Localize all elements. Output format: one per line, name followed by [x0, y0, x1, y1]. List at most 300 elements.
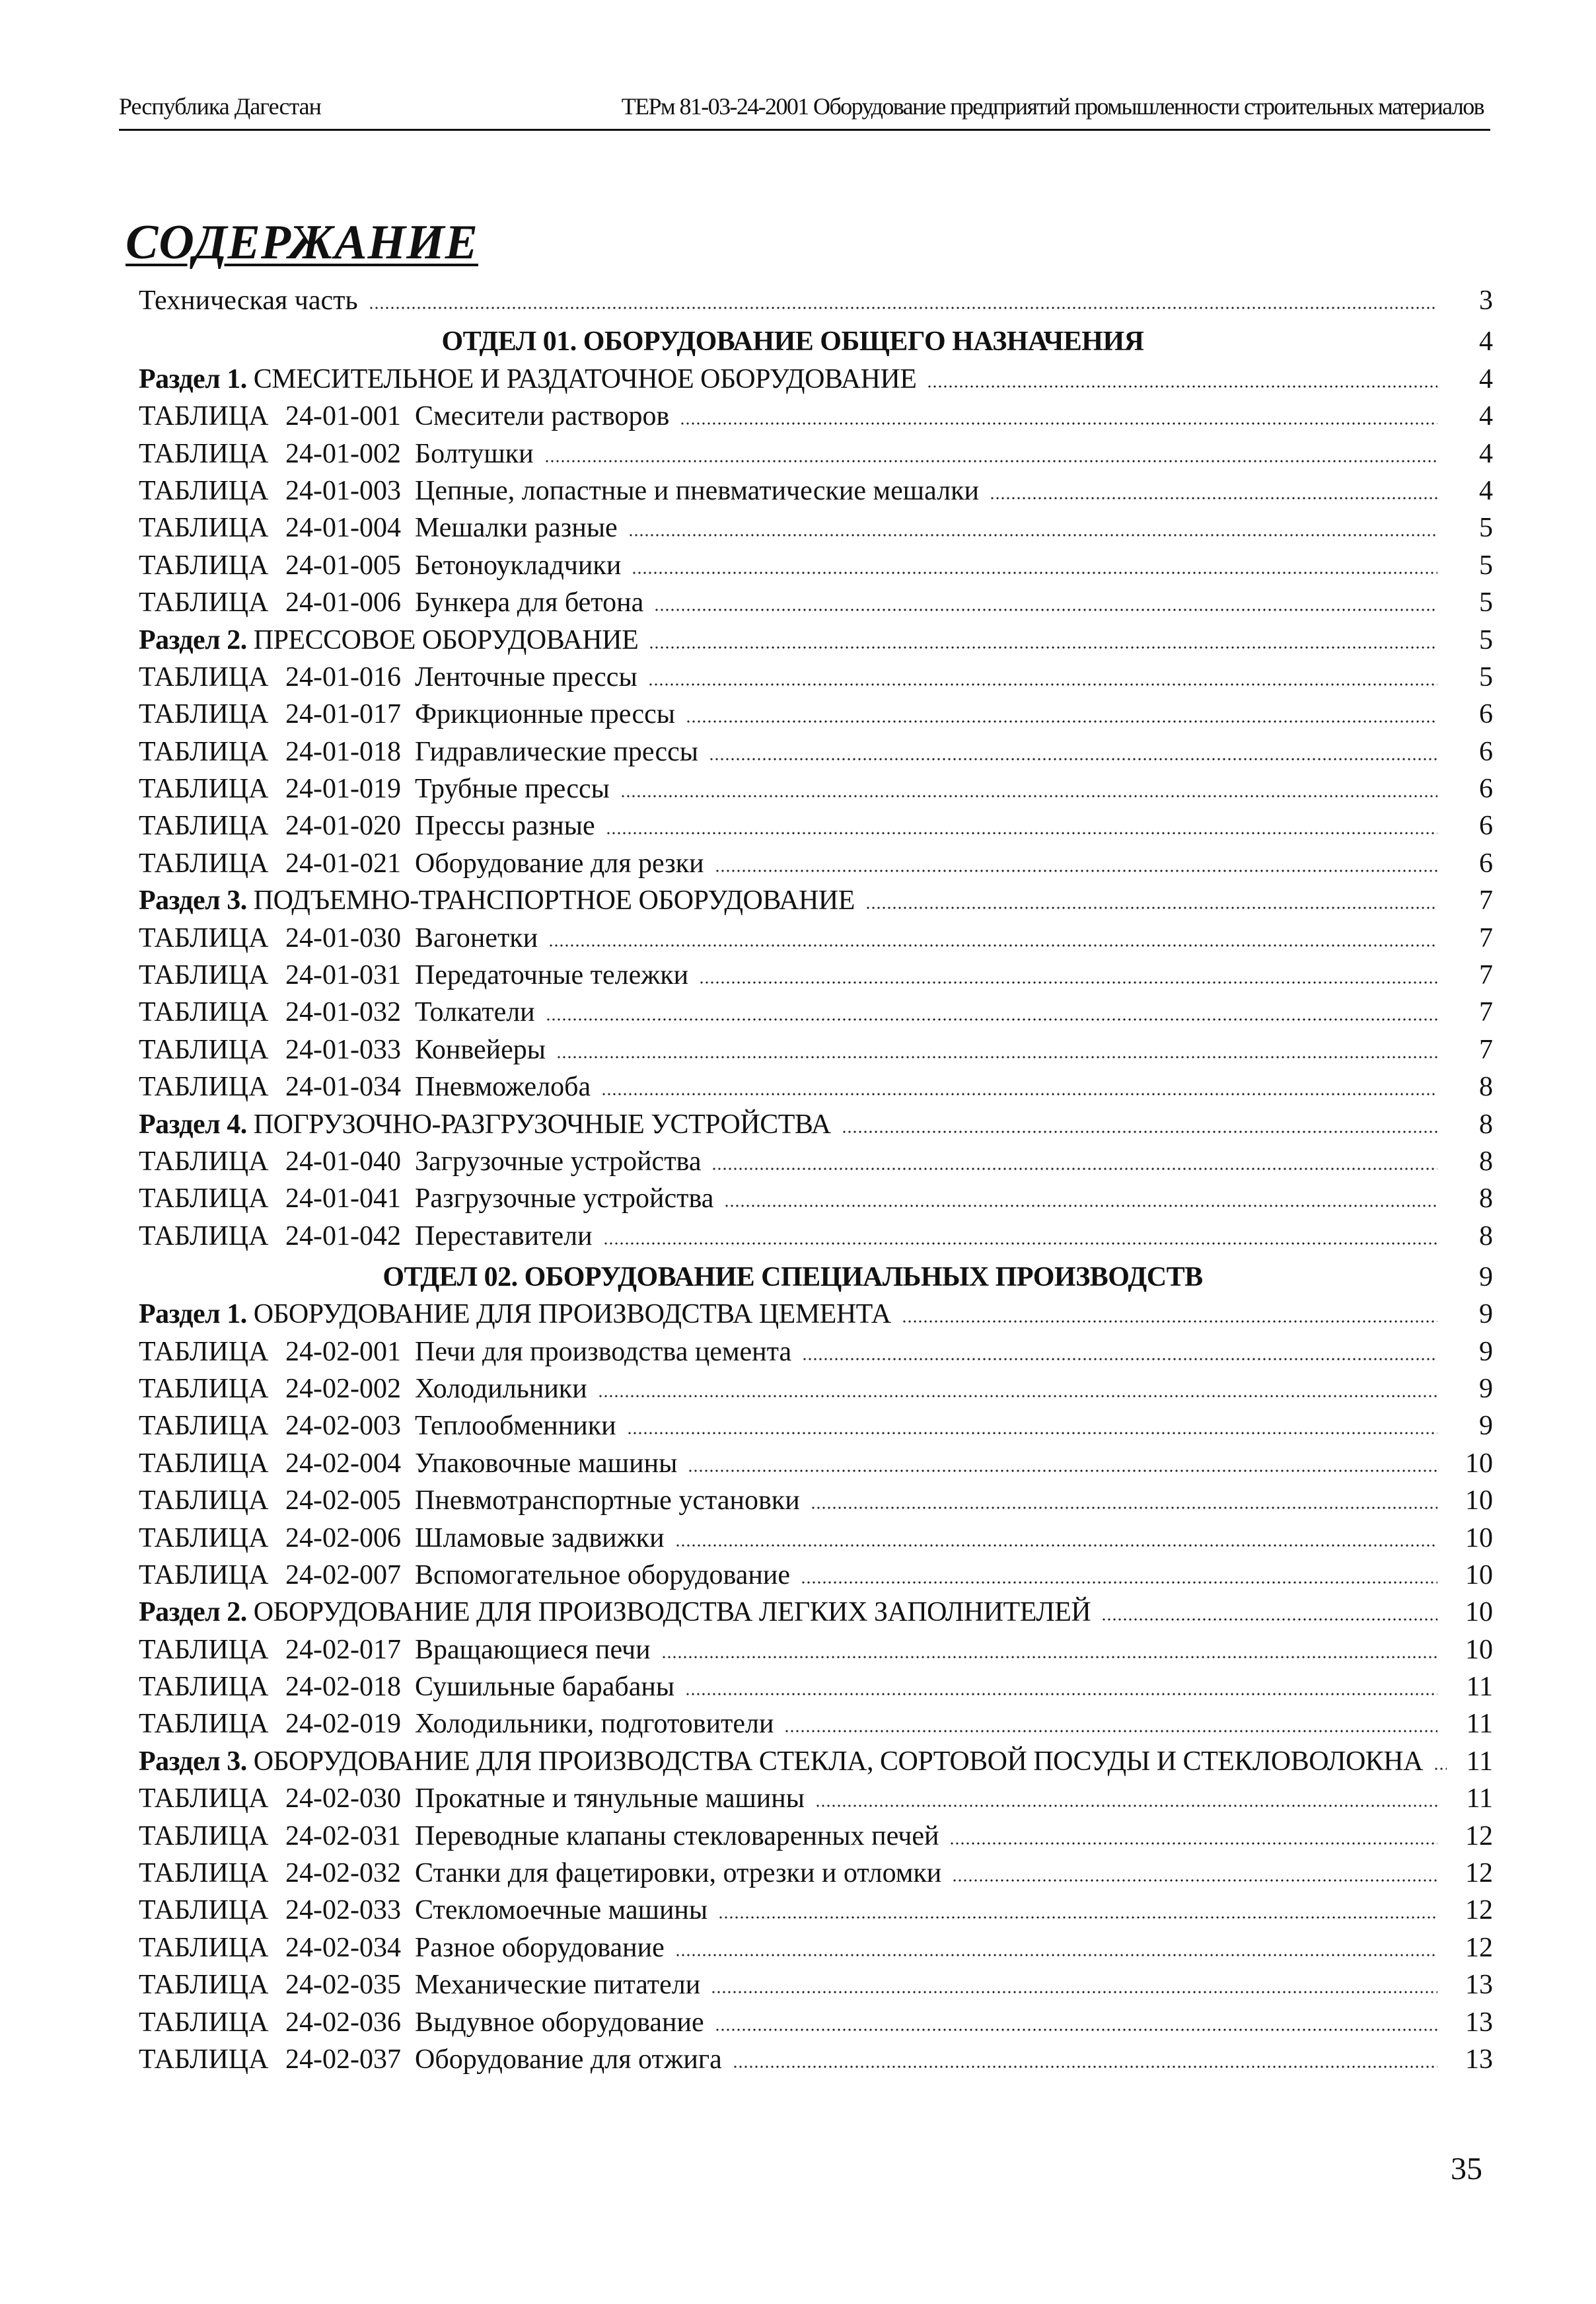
toc-entry-label: [139, 812, 595, 840]
dot-leader: [711, 1168, 1437, 1170]
table-title: Вагонетки: [415, 922, 538, 953]
table-label: ТАБЛИЦА: [139, 2044, 269, 2075]
toc-entry-label: [139, 998, 535, 1026]
dot-leader: [548, 944, 1437, 947]
table-title: Фрикционные прессы: [415, 699, 675, 730]
dot-leader: [927, 385, 1437, 388]
table-label: ТАБЛИЦА: [139, 1858, 269, 1889]
dot-leader: [801, 1581, 1437, 1584]
section-prefix: Раздел 1.: [139, 1299, 254, 1330]
toc-entry-label: [139, 1450, 677, 1477]
table-title: Конвейеры: [415, 1034, 546, 1065]
toc-page-number: 8: [1479, 1146, 1493, 1177]
toc-table-entry: [139, 1440, 1493, 1477]
dot-leader: [952, 1879, 1437, 1882]
table-title: Бетоноукладчики: [415, 550, 622, 581]
section-prefix: Раздел 3.: [139, 1746, 254, 1777]
section-prefix: Раздел 1.: [139, 363, 254, 394]
table-label: ТАБЛИЦА: [139, 1709, 269, 1740]
table-code: 24-01-002: [285, 438, 401, 469]
toc-page-number: 10: [1465, 1597, 1493, 1628]
toc-page-number: 5: [1479, 624, 1493, 655]
toc-section-entry: [139, 616, 1493, 653]
toc-entry-label: [139, 1636, 651, 1664]
toc-entry-label: [139, 1524, 665, 1552]
toc-entry-label: [139, 961, 688, 989]
page-number: 35: [1451, 2151, 1482, 2186]
table-code: 24-02-035: [285, 1970, 401, 2001]
dot-leader: [718, 1916, 1437, 1919]
toc-entry-label: [139, 1971, 700, 1999]
table-title: Смесители растворов: [415, 401, 670, 432]
table-title: Холодильники, подготовители: [415, 1709, 774, 1740]
toc-table-entry: [139, 1403, 1493, 1440]
toc-table-entry: [139, 1887, 1493, 1924]
dot-leader: [686, 720, 1437, 723]
table-title: Вращающиеся печи: [415, 1634, 651, 1665]
dot-leader: [949, 1842, 1437, 1845]
department-title: ОТДЕЛ 02. ОБОРУДОВАНИЕ СПЕЦИАЛЬНЫХ ПРОИЗВОДСТВ: [382, 1261, 1203, 1292]
table-label: ТАБЛИЦА: [139, 661, 269, 692]
toc-entry-label: [139, 1412, 616, 1440]
dot-leader: [649, 646, 1437, 649]
table-code: 24-02-033: [285, 1895, 401, 1926]
dot-leader: [685, 1693, 1437, 1695]
table-label: ТАБЛИЦА: [139, 811, 269, 842]
dot-leader: [628, 534, 1437, 537]
toc-table-entry: [139, 1175, 1493, 1212]
dot-leader: [784, 1730, 1437, 1732]
toc-page-number: 11: [1466, 1746, 1493, 1777]
dot-leader: [606, 832, 1437, 835]
table-code: 24-02-002: [285, 1373, 401, 1404]
table-title: Пневмотранспортные установки: [415, 1485, 800, 1516]
table-title: Переставители: [415, 1220, 593, 1251]
table-title: Трубные прессы: [415, 774, 610, 805]
toc-page-number: 8: [1479, 1072, 1493, 1103]
table-label: ТАБЛИЦА: [139, 1072, 269, 1103]
table-code: 24-02-018: [285, 1672, 401, 1703]
dot-leader: [811, 1506, 1437, 1509]
table-label: ТАБЛИЦА: [139, 1672, 269, 1703]
table-label: ТАБЛИЦА: [139, 1820, 269, 1851]
toc-table-entry: [139, 803, 1493, 840]
toc-page-number: 9: [1479, 1261, 1493, 1292]
toc-entry-label: [139, 552, 621, 579]
table-code: 24-01-033: [285, 1034, 401, 1065]
table-title: Гидравлические прессы: [415, 736, 699, 767]
toc-table-entry: [139, 505, 1493, 542]
toc-table-entry: [139, 2036, 1493, 2073]
table-code: 24-01-041: [285, 1183, 401, 1214]
toc-entry-label: [139, 1300, 891, 1328]
toc-page-number: 5: [1479, 550, 1493, 581]
table-title: Болтушки: [415, 438, 534, 469]
table-title: Упаковочные машины: [415, 1448, 678, 1479]
toc-entry-label: [139, 887, 855, 914]
toc-table-entry: [139, 766, 1493, 803]
dot-leader: [675, 1544, 1437, 1547]
toc-table-entry: [139, 579, 1493, 616]
toc-page-number: 9: [1479, 1336, 1493, 1367]
toc-page-number: 4: [1479, 438, 1493, 469]
table-title: Вспомогательное оборудование: [415, 1559, 790, 1590]
toc-page-number: 10: [1465, 1559, 1493, 1590]
toc-table-entry: [139, 1812, 1493, 1849]
toc-page-number: 10: [1465, 1485, 1493, 1516]
toc-page-number: 10: [1465, 1522, 1493, 1553]
toc-entry-label: [139, 589, 643, 616]
table-code: 24-01-021: [285, 848, 401, 879]
toc-page-number: 7: [1479, 922, 1493, 953]
toc-entry-label: [139, 700, 675, 728]
table-title: Станки для фацетировки, отрезки и отломки: [415, 1858, 942, 1889]
toc-entry-label: Техническая часть: [139, 285, 358, 316]
toc-page-number: 8: [1479, 1220, 1493, 1251]
table-label: ТАБЛИЦА: [139, 848, 269, 879]
toc-page-number: 13: [1465, 2007, 1493, 2038]
toc-entry-label: [139, 1222, 593, 1250]
toc-entry-label: [139, 1111, 831, 1138]
toc-entry-label: [139, 663, 637, 691]
section-prefix: Раздел 2.: [139, 624, 254, 655]
dot-leader: [661, 1656, 1437, 1658]
toc-entry-label: [139, 1073, 591, 1101]
dot-leader: [709, 758, 1437, 761]
dot-leader: [620, 795, 1437, 798]
table-label: ТАБЛИЦА: [139, 1634, 269, 1665]
table-title: Цепные, лопастные и пневматические мешалки: [415, 475, 979, 506]
toc-section-entry: [139, 1738, 1493, 1775]
table-code: 24-01-019: [285, 774, 401, 805]
section-prefix: Раздел 2.: [139, 1597, 254, 1628]
table-code: 24-02-003: [285, 1411, 401, 1442]
table-title: Разное оборудование: [415, 1932, 665, 1963]
table-label: ТАБЛИЦА: [139, 1146, 269, 1177]
table-code: 24-02-017: [285, 1634, 401, 1665]
toc-table-entry: [139, 914, 1493, 951]
toc-table-entry: [139, 1064, 1493, 1101]
toc-table-entry: [139, 1514, 1493, 1551]
table-code: 24-02-032: [285, 1858, 401, 1889]
section-title: ПРЕССОВОЕ ОБОРУДОВАНИЕ: [253, 624, 639, 655]
toc-page-number: 10: [1465, 1634, 1493, 1665]
toc-page-number: 5: [1479, 513, 1493, 544]
table-code: 24-01-017: [285, 699, 401, 730]
toc-section-entry: [139, 1291, 1493, 1328]
toc-table-entry: [139, 1026, 1493, 1063]
dot-leader: [544, 460, 1437, 463]
toc-section-entry: [139, 355, 1493, 392]
table-label: ТАБЛИЦА: [139, 550, 269, 581]
table-label: ТАБЛИЦА: [139, 1559, 269, 1590]
toc-table-entry: [139, 1477, 1493, 1514]
toc-page-number: 6: [1479, 736, 1493, 767]
toc-page-number: 13: [1465, 2044, 1493, 2075]
table-code: 24-02-004: [285, 1448, 401, 1479]
toc-page-number: 6: [1479, 848, 1493, 879]
toc-page-number: 5: [1479, 661, 1493, 692]
toc-table-entry: [139, 1962, 1493, 1999]
toc-page-number: 7: [1479, 1034, 1493, 1065]
toc-page-number: 13: [1465, 1970, 1493, 2001]
toc-entry-label: [139, 1487, 800, 1514]
toc-table-entry: [139, 1999, 1493, 2036]
dot-leader: [598, 1395, 1437, 1397]
toc-entry-label: [139, 1748, 1423, 1775]
toc-entry-label: [139, 1185, 713, 1212]
dot-leader: [990, 497, 1437, 500]
table-label: ТАБЛИЦА: [139, 997, 269, 1028]
table-code: 24-01-005: [285, 550, 401, 581]
table-label: ТАБЛИЦА: [139, 401, 269, 432]
toc-table-entry: [139, 1701, 1493, 1738]
dot-leader: [601, 1093, 1437, 1096]
toc-page-number: 10: [1465, 1448, 1493, 1479]
toc-page-number: 12: [1465, 1858, 1493, 1889]
table-label: ТАБЛИЦА: [139, 1336, 269, 1367]
table-code: 24-01-034: [285, 1072, 401, 1103]
table-code: 24-02-005: [285, 1485, 401, 1516]
dot-leader: [603, 1242, 1437, 1245]
toc-entry-label: [139, 850, 704, 877]
header-rule: [119, 129, 1490, 131]
toc-department-heading: [139, 1250, 1493, 1291]
table-code: 24-01-001: [285, 401, 401, 432]
toc-table-entry: [139, 393, 1493, 430]
toc-table-entry: [139, 1850, 1493, 1887]
table-code: 24-01-032: [285, 997, 401, 1028]
section-prefix: Раздел 3.: [139, 885, 254, 916]
section-title: СМЕСИТЕЛЬНОЕ И РАЗДАТОЧНОЕ ОБОРУДОВАНИЕ: [253, 363, 917, 394]
table-label: ТАБЛИЦА: [139, 1783, 269, 1814]
dot-leader: [1101, 1618, 1437, 1621]
table-code: 24-01-020: [285, 811, 401, 842]
table-code: 24-02-001: [285, 1336, 401, 1367]
dot-leader: [733, 2065, 1437, 2068]
toc-page-number: 7: [1479, 960, 1493, 991]
table-label: ТАБЛИЦА: [139, 1448, 269, 1479]
toc-page-number: 11: [1466, 1672, 1493, 1703]
toc-entry-label: [139, 1598, 1091, 1626]
dot-leader: [842, 1131, 1437, 1133]
dot-leader: [632, 572, 1437, 574]
table-title: Механические питатели: [415, 1970, 701, 2001]
toc-entry-label: [139, 738, 698, 766]
toc-page-number: 5: [1479, 587, 1493, 618]
dot-leader: [654, 609, 1437, 611]
table-label: ТАБЛИЦА: [139, 960, 269, 991]
table-label: ТАБЛИЦА: [139, 1485, 269, 1516]
table-label: ТАБЛИЦА: [139, 736, 269, 767]
table-code: 24-01-040: [285, 1146, 401, 1177]
toc-entry-label: [139, 477, 979, 505]
table-of-contents: [139, 278, 1493, 2073]
table-code: 24-02-019: [285, 1709, 401, 1740]
section-title: ПОДЪЕМНО-ТРАНСПОРТНОЕ ОБОРУДОВАНИЕ: [253, 885, 855, 916]
toc-page-number: 8: [1479, 1183, 1493, 1214]
table-code: 24-02-034: [285, 1932, 401, 1963]
section-title: ПОГРУЗОЧНО-РАЗГРУЗОЧНЫЕ УСТРОЙСТВА: [253, 1109, 831, 1140]
toc-entry-label: [139, 775, 610, 803]
section-prefix: Раздел 4.: [139, 1109, 254, 1140]
toc-plain-entry: [139, 278, 1493, 315]
toc-entry-label: [139, 2046, 722, 2073]
toc-section-entry: [139, 1589, 1493, 1626]
dot-leader: [675, 1954, 1437, 1956]
table-label: ТАБЛИЦА: [139, 774, 269, 805]
table-title: Загрузочные устройства: [415, 1146, 702, 1177]
toc-table-entry: [139, 468, 1493, 505]
table-label: ТАБЛИЦА: [139, 475, 269, 506]
table-title: Пневможелоба: [415, 1072, 591, 1103]
table-code: 24-01-003: [285, 475, 401, 506]
table-title: Выдувное оборудование: [415, 2007, 704, 2038]
table-title: Толкатели: [415, 997, 535, 1028]
table-code: 24-01-006: [285, 587, 401, 618]
toc-entry-label: [139, 1561, 790, 1589]
toc-entry-label: [139, 1896, 707, 1924]
table-code: 24-02-037: [285, 2044, 401, 2075]
toc-page-number: 4: [1479, 475, 1493, 506]
toc-page-number: 12: [1465, 1932, 1493, 1963]
toc-section-entry: [139, 877, 1493, 914]
toc-entry-label: [139, 402, 669, 430]
toc-table-entry: [139, 1775, 1493, 1812]
table-code: 24-02-031: [285, 1820, 401, 1851]
table-title: Прессы разные: [415, 811, 595, 842]
toc-table-entry: [139, 1138, 1493, 1175]
dot-leader: [724, 1205, 1437, 1207]
toc-table-entry: [139, 691, 1493, 728]
table-title: Переводные клапаны стекловаренных печей: [415, 1820, 939, 1851]
toc-table-entry: [139, 1212, 1493, 1249]
table-code: 24-01-018: [285, 736, 401, 767]
table-code: 24-02-036: [285, 2007, 401, 2038]
toc-table-entry: [139, 840, 1493, 877]
toc-table-entry: [139, 1924, 1493, 1961]
toc-entry-label: [139, 365, 916, 393]
dot-leader: [902, 1320, 1437, 1323]
table-label: ТАБЛИЦА: [139, 2007, 269, 2038]
toc-table-entry: [139, 1552, 1493, 1589]
toc-page-number: 6: [1479, 774, 1493, 805]
toc-page-number: 11: [1466, 1709, 1493, 1740]
toc-entry-label: [139, 1148, 701, 1175]
table-label: ТАБЛИЦА: [139, 1932, 269, 1963]
toc-table-entry: [139, 1366, 1493, 1403]
toc-page-number: 12: [1465, 1895, 1493, 1926]
toc-page-number: 4: [1479, 363, 1493, 394]
toc-page-number: 8: [1479, 1109, 1493, 1140]
toc-table-entry: [139, 430, 1493, 467]
dot-leader: [699, 981, 1437, 984]
table-title: Шламовые задвижки: [415, 1522, 665, 1553]
table-label: ТАБЛИЦА: [139, 699, 269, 730]
table-label: ТАБЛИЦА: [139, 1183, 269, 1214]
toc-page-number: 4: [1479, 401, 1493, 432]
table-code: 24-01-016: [285, 661, 401, 692]
toc-page-number: 7: [1479, 997, 1493, 1028]
toc-page-number: 7: [1479, 885, 1493, 916]
table-label: ТАБЛИЦА: [139, 1034, 269, 1065]
table-label: ТАБЛИЦА: [139, 1522, 269, 1553]
toc-page-number: 6: [1479, 811, 1493, 842]
dot-leader: [648, 683, 1437, 686]
dot-leader: [627, 1432, 1437, 1434]
department-title: ОТДЕЛ 01. ОБОРУДОВАНИЕ ОБЩЕГО НАЗНАЧЕНИЯ: [441, 326, 1144, 357]
table-code: 24-01-030: [285, 922, 401, 953]
dot-leader: [802, 1358, 1437, 1360]
table-label: ТАБЛИЦА: [139, 1373, 269, 1404]
toc-page-number: 11: [1466, 1783, 1493, 1814]
toc-section-entry: [139, 1101, 1493, 1138]
toc-table-entry: [139, 989, 1493, 1026]
toc-entry-label: [139, 1785, 805, 1812]
toc-page-number: 6: [1479, 699, 1493, 730]
toc-table-entry: [139, 542, 1493, 579]
dot-leader: [815, 1804, 1437, 1807]
toc-page-number: 12: [1465, 1820, 1493, 1851]
table-label: ТАБЛИЦА: [139, 513, 269, 544]
table-title: Бункера для бетона: [415, 587, 644, 618]
toc-table-entry: [139, 1664, 1493, 1701]
dot-leader: [715, 2028, 1437, 2031]
toc-entry-label: [139, 440, 534, 468]
table-title: Прокатные и тянульные машины: [415, 1783, 805, 1814]
toc-page-number: 9: [1479, 1299, 1493, 1330]
dot-leader: [369, 307, 1437, 309]
section-title: ОБОРУДОВАНИЕ ДЛЯ ПРОИЗВОДСТВА ЛЕГКИХ ЗАПОЛНИТЕЛЕЙ: [253, 1597, 1091, 1628]
toc-entry-label: [139, 1822, 939, 1850]
table-title: Печи для производства цемента: [415, 1336, 792, 1367]
table-label: ТАБЛИЦА: [139, 1411, 269, 1442]
toc-table-entry: [139, 654, 1493, 691]
toc-entry-label: [139, 1710, 774, 1738]
section-title: ОБОРУДОВАНИЕ ДЛЯ ПРОИЗВОДСТВА СТЕКЛА, СОРТОВОЙ ПОСУДЫ И СТЕКЛОВОЛОКНА: [253, 1746, 1423, 1777]
section-title: ОБОРУДОВАНИЕ ДЛЯ ПРОИЗВОДСТВА ЦЕМЕНТА: [253, 1299, 891, 1330]
table-code: 24-02-030: [285, 1783, 401, 1814]
table-title: Разгрузочные устройства: [415, 1183, 714, 1214]
toc-entry-label: [139, 1338, 791, 1366]
dot-leader: [680, 422, 1437, 425]
toc-entry-label: [139, 1859, 941, 1887]
toc-entry-label: [139, 1036, 546, 1064]
page-title: СОДЕРЖАНИЕ: [126, 215, 478, 270]
header-document-title: ТЕРм 81-03-24-2001 Оборудование предприятий промышленности строительных материалов: [621, 93, 1484, 120]
table-code: 24-01-042: [285, 1220, 401, 1251]
toc-entry-label: [139, 1673, 674, 1701]
table-title: Сушильные барабаны: [415, 1672, 675, 1703]
header-region: Республика Дагестан: [119, 93, 321, 120]
table-label: ТАБЛИЦА: [139, 1970, 269, 2001]
toc-page-number: 9: [1479, 1373, 1493, 1404]
table-title: Мешалки разные: [415, 513, 618, 544]
toc-table-entry: [139, 1328, 1493, 1365]
toc-page-number: 9: [1479, 1411, 1493, 1442]
toc-entry-label: [139, 626, 638, 654]
toc-table-entry: [139, 1626, 1493, 1663]
table-code: 24-02-007: [285, 1559, 401, 1590]
dot-leader: [865, 907, 1437, 909]
dot-leader: [711, 1991, 1437, 1993]
dot-leader: [556, 1056, 1437, 1059]
dot-leader: [546, 1018, 1437, 1021]
table-label: ТАБЛИЦА: [139, 438, 269, 469]
dot-leader: [688, 1469, 1437, 1472]
table-code: 24-02-006: [285, 1522, 401, 1553]
toc-entry-label: [139, 924, 538, 952]
